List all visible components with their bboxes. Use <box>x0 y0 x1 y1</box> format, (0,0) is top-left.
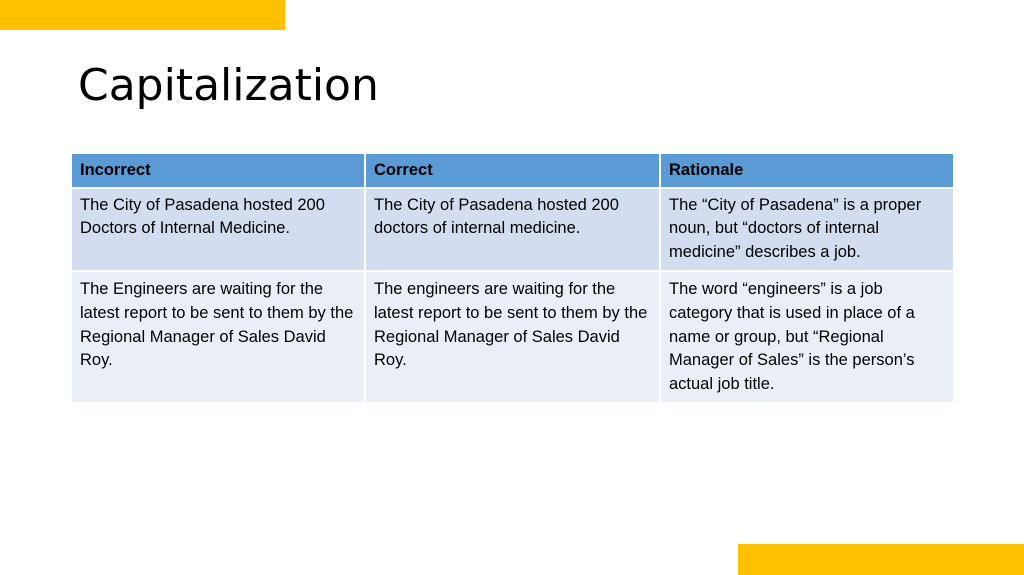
rationale-cell: The word “engineers” is a job category that is used in place of a name or group, but “Regional Manager of Sales” is the person’s actual job title. <box>660 271 954 403</box>
column-header-correct: Correct <box>365 153 660 188</box>
correct-cell: The engineers are waiting for the latest report to be sent to them by the Regional Manager of Sales David Roy. <box>365 271 660 403</box>
table-header-row <box>71 153 954 188</box>
slide-title: Capitalization <box>78 60 379 111</box>
top-accent-bar <box>0 0 285 30</box>
column-header-incorrect: Incorrect <box>71 153 365 188</box>
table-row <box>71 271 954 403</box>
incorrect-cell: The City of Pasadena hosted 200 Doctors of Internal Medicine. <box>71 188 365 272</box>
correct-cell: The City of Pasadena hosted 200 doctors of internal medicine. <box>365 188 660 272</box>
bottom-accent-bar <box>738 544 1024 575</box>
column-header-rationale: Rationale <box>660 153 954 188</box>
table-row <box>71 188 954 272</box>
capitalization-table <box>70 152 955 404</box>
incorrect-cell: The Engineers are waiting for the latest report to be sent to them by the Regional Manager of Sales David Roy. <box>71 271 365 403</box>
rationale-cell: The “City of Pasadena” is a proper noun, but “doctors of internal medicine” describes a job. <box>660 188 954 272</box>
